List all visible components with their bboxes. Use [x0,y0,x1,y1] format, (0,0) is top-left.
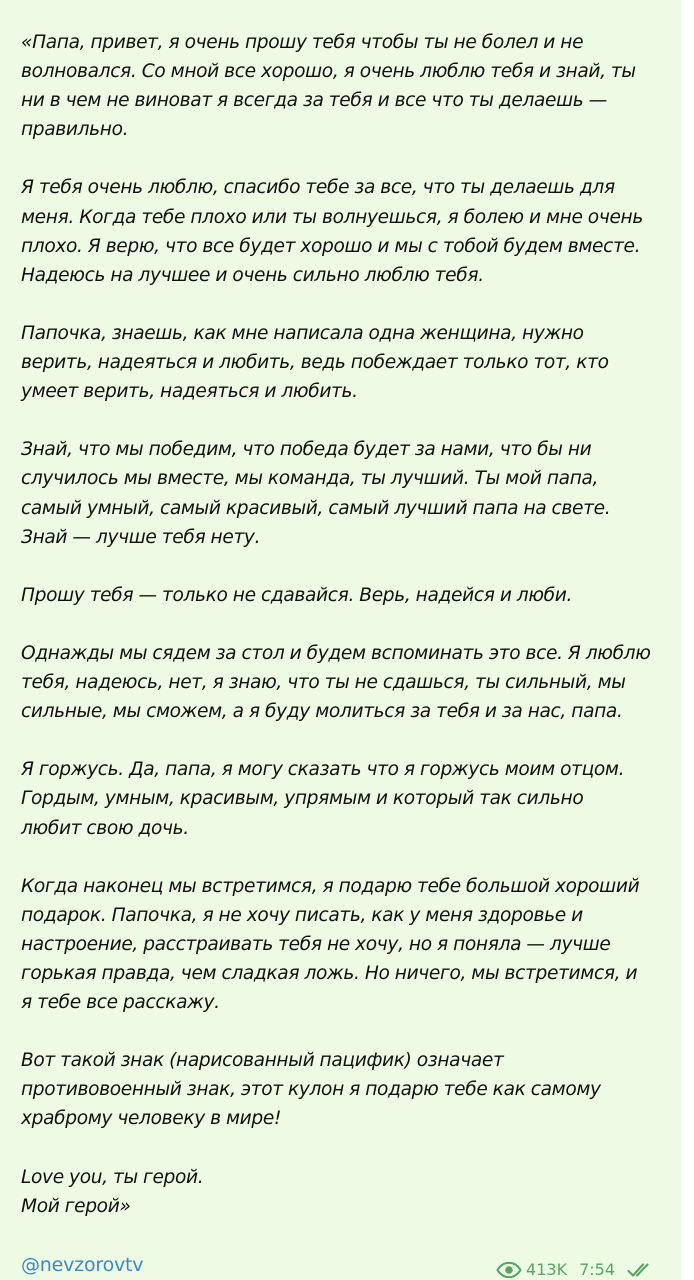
paragraph-9 [21,1046,671,1133]
text-line: Вот такой знак (нарисованный пацифик) означает [21,1050,504,1072]
paragraph-10 [21,1163,671,1221]
text-line: Когда наконец мы встретимся, я подарю тебе большой хороший [21,875,640,897]
message-text [21,28,671,1221]
screen-edge [681,0,694,1280]
text-line: ни в чем не виноват я всегда за тебя и все что ты делаешь — [21,90,607,112]
text-line: Я горжусь. Да, папа, я могу сказать что я горжусь моим отцом. [21,759,625,781]
text-line: правильно. [21,119,129,141]
text-line: Я тебя очень люблю, спасибо тебе за все, что ты делаешь для [21,177,615,199]
text-line: любит свою дочь. [21,817,189,839]
text-line: верить, надеяться и любить, ведь побеждает только тот, кто [21,352,609,374]
double-check-icon [627,1262,655,1278]
author-link[interactable]: @nevzorovtv [21,1254,144,1276]
text-line: волновался. Со мной все хорошо, я очень люблю тебя и знай, ты [21,61,636,83]
paragraph-3 [21,319,671,406]
text-line: я тебе все расскажу. [21,992,220,1014]
paragraph-2 [21,173,671,289]
message-time: 7:54 [579,1260,615,1279]
text-line: случилось мы вместе, мы команда, ты лучший. Ты мой папа, [21,468,599,490]
message-meta [496,1260,655,1279]
text-line: самый умный, самый красивый, самый лучший папа на свете. [21,497,611,519]
text-line: Знай, что мы победим, что победа будет за нами, что бы ни [21,439,592,461]
text-line: сильные, мы сможем, а я буду молиться за тебя и за нас, папа. [21,701,623,723]
paragraph-5 [21,581,671,610]
text-line: Знай — лучше тебя нету. [21,526,261,548]
eye-icon [496,1262,522,1278]
text-line: тебя, надеюсь, нет, я знаю, что ты не сдашься, ты сильный, мы [21,672,626,694]
text-line: подарок. Папочка, я не хочу писать, как у меня здоровье и [21,904,583,926]
text-line: умеет верить, надеяться и любить. [21,381,358,403]
text-line: Love you, ты герой. [21,1166,204,1188]
text-line: «Папа, привет, я очень прошу тебя чтобы ты не болел и не [21,32,584,53]
text-line: горькая правда, чем сладкая ложь. Но ничего, мы встретимся, и [21,963,638,984]
text-line: Гордым, умным, красивым, упрямым и который так сильно [21,788,584,810]
paragraph-1 [21,28,671,144]
text-line: Мой герой» [21,1195,131,1217]
paragraph-6 [21,639,671,726]
text-line: Однажды мы сядем за стол и будем вспоминать это все. Я люблю [21,642,651,664]
text-line: храброму человеку в мире! [21,1108,282,1130]
text-line: Папочка, знаешь, как мне написала одна женщина, нужно [21,322,584,344]
text-line: настроение, расстраивать тебя не хочу, но я поняла — лучше [21,933,611,955]
view-count: 413K [526,1260,568,1279]
paragraph-4 [21,435,671,551]
text-line: противовоенный знак, этот кулон я подарю тебе как самому [21,1079,601,1101]
text-line: плохо. Я верю, что все будет хорошо и мы с тобой будем вместе. [21,235,641,257]
paragraph-7 [21,755,671,842]
text-line: Прошу тебя — только не сдавайся. Верь, надейся и люби. [21,584,573,606]
text-line: Надеюсь на лучшее и очень сильно люблю тебя. [21,264,484,286]
paragraph-8 [21,872,671,1017]
text-line: меня. Когда тебе плохо или ты волнуешься, я болею и мне очень [21,206,643,228]
